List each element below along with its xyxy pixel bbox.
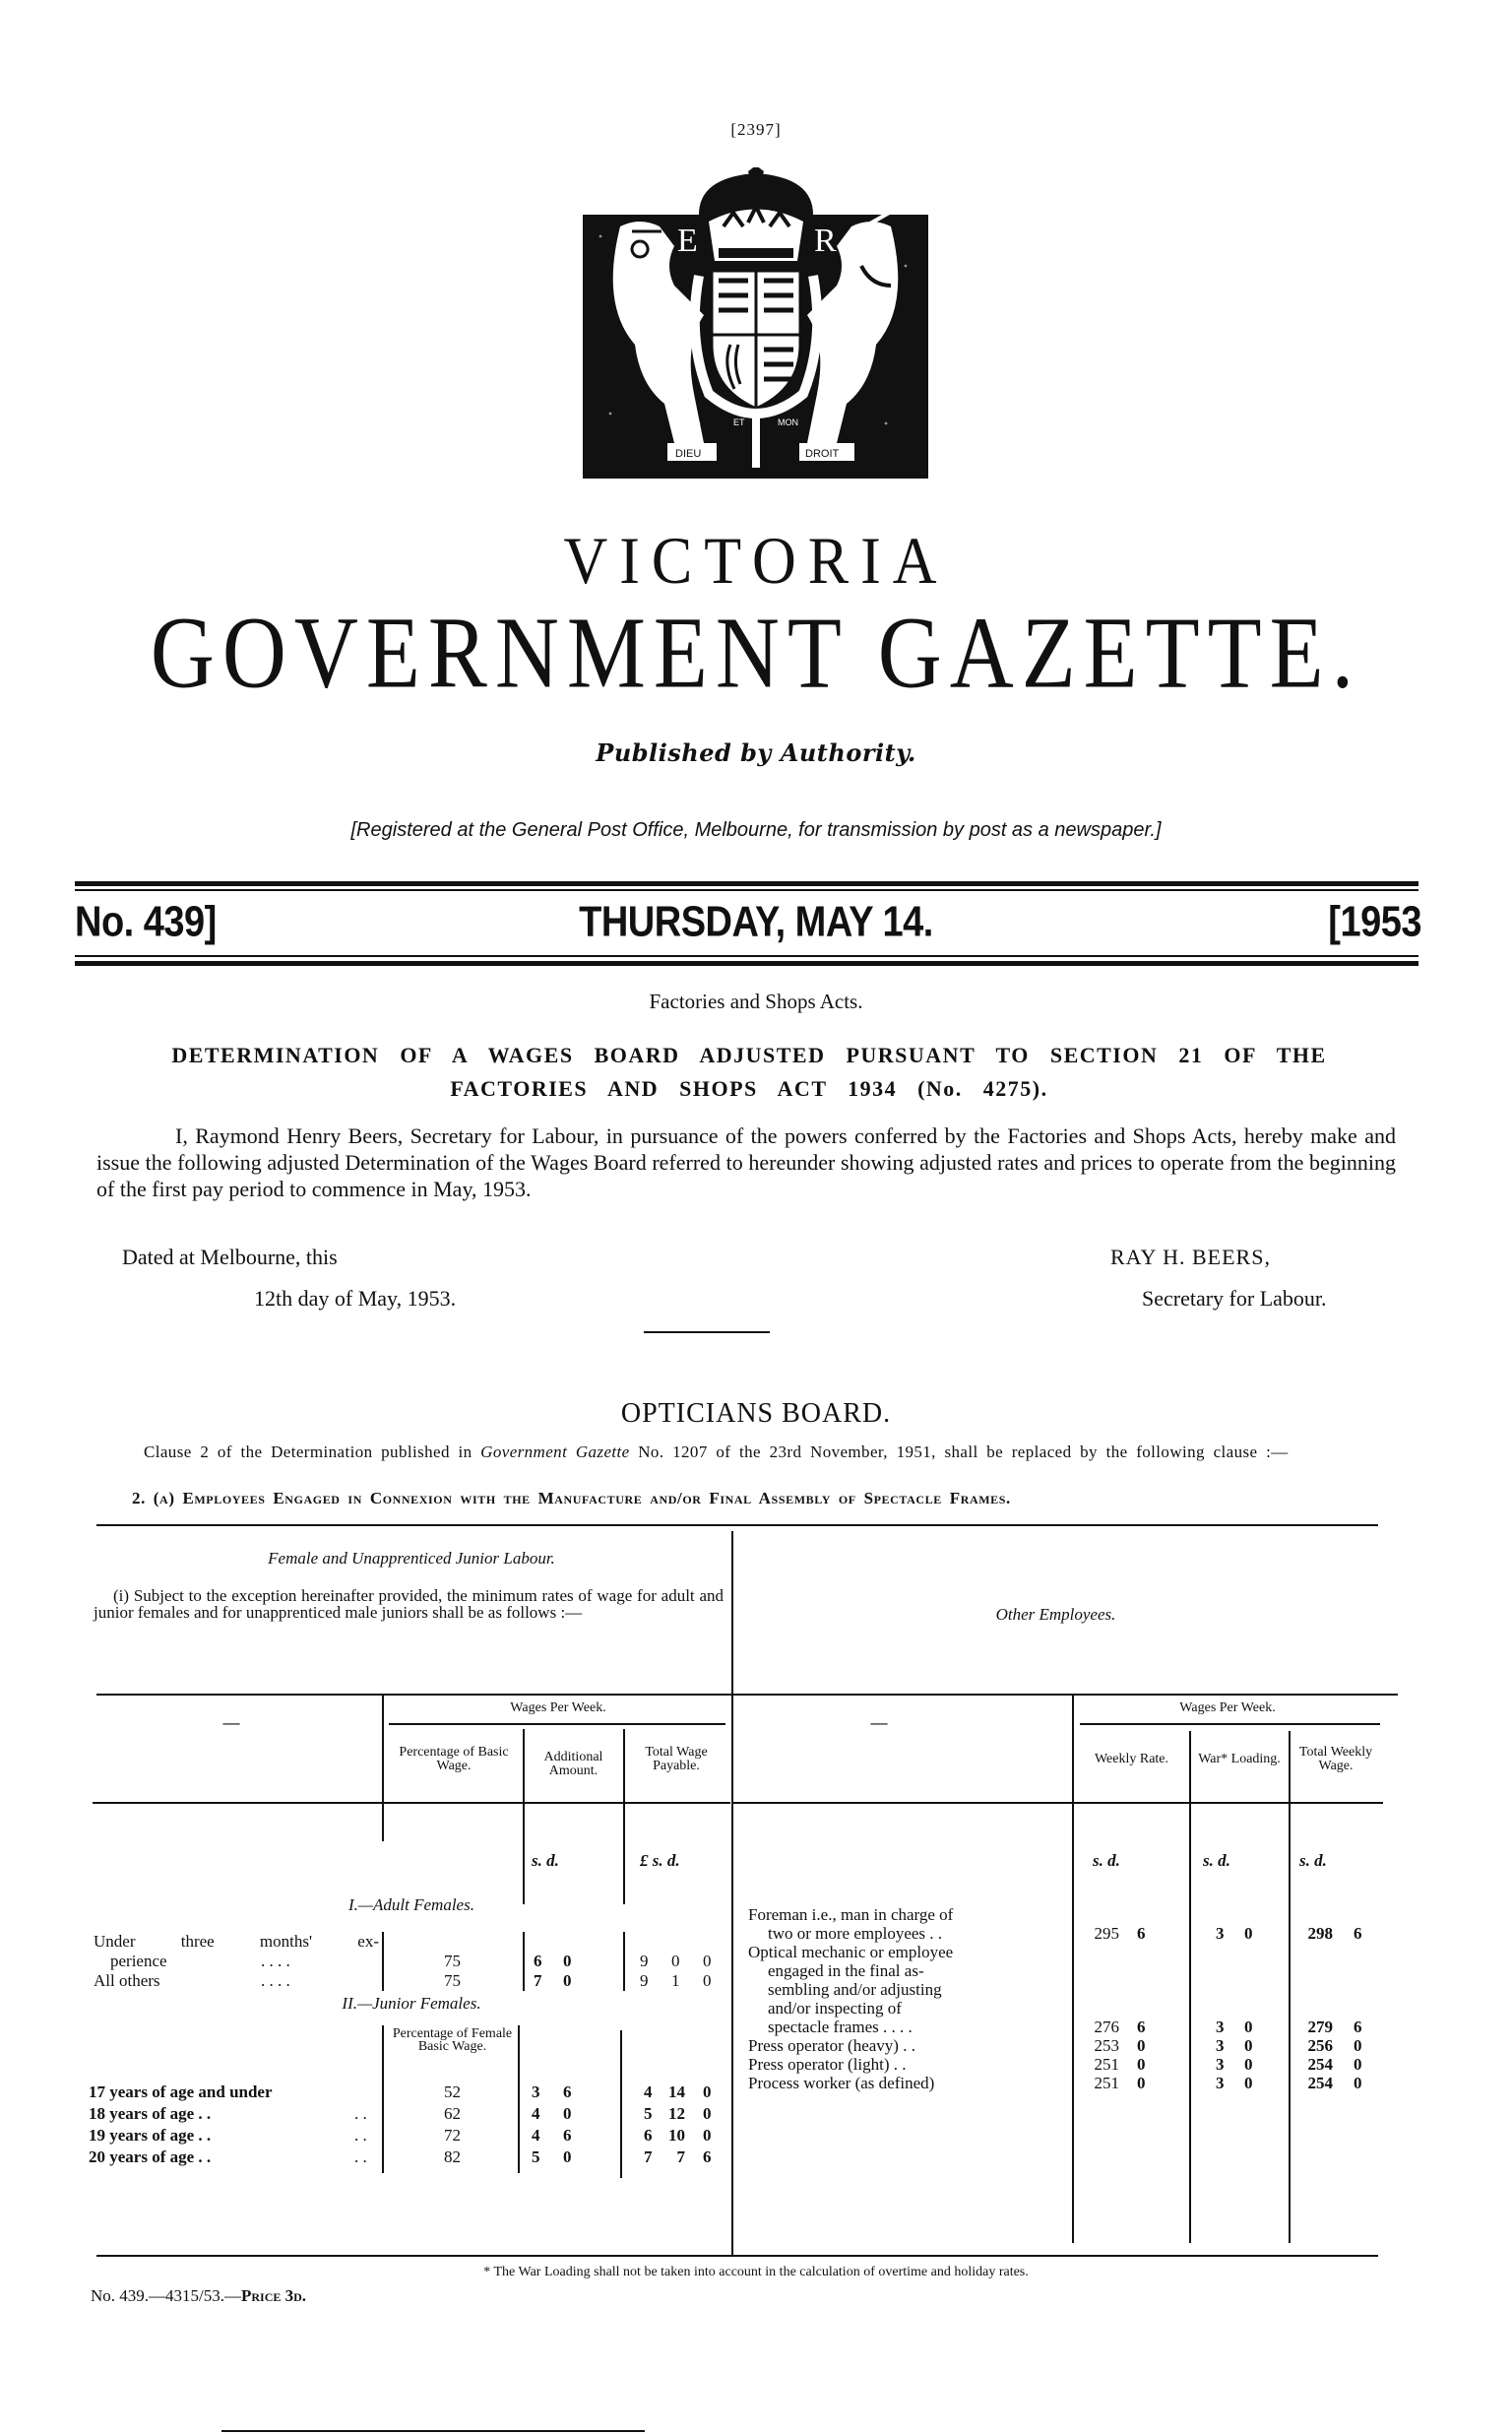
left-header-bottom-rule [93, 1802, 730, 1804]
right-col-divider [1072, 1696, 1074, 1745]
left-col-header-total: Total Wage Payable. [645, 1745, 708, 1773]
war-loading-s: 3 [1216, 1924, 1225, 1943]
war-loading-d: 0 [1244, 2036, 1253, 2055]
other-employee-label: sembling and/or adjusting [768, 1980, 942, 1999]
total-weekly-s: 254 [1307, 2074, 1333, 2092]
total-weekly-s: 254 [1307, 2055, 1333, 2074]
junior-row-label: 17 years of age and under [89, 2083, 273, 2101]
junior-tot-d: 0 [703, 2104, 712, 2123]
clause-heading: 2. (a) Employees Engaged in Connexion with the Manufacture and/or Final Assembly of Spectacle Frames. [132, 1489, 1011, 1507]
right-col-divider [1072, 1745, 1074, 1755]
weekly-rate-d: 0 [1137, 2055, 1146, 2074]
state-name: VICTORIA [563, 524, 949, 599]
clause-text: Clause 2 of the Determination published in [144, 1442, 481, 1461]
junior-pct: 82 [444, 2147, 461, 2166]
signatory-title: Secretary for Labour. [1142, 1286, 1327, 1311]
right-col-divider [1072, 1755, 1074, 2243]
clause-paragraph [85, 1442, 1443, 1461]
war-loading-d: 0 [1244, 2018, 1253, 2036]
war-loading-s: 3 [1216, 2055, 1225, 2074]
adult-pct: 75 [444, 1952, 461, 1970]
adult-add-d: 0 [563, 1952, 572, 1970]
leader-dots: . . . . [261, 1971, 290, 1990]
left-group-rule [389, 1723, 725, 1725]
issue-number: No. 439] [75, 898, 217, 947]
leader-dots: . . [354, 2104, 367, 2123]
junior-col-divider [382, 2025, 384, 2173]
junior-col-divider [620, 2030, 622, 2178]
crest-letter-r: R [814, 223, 837, 259]
left-col-divider [382, 1696, 384, 1841]
price: Price 3d. [241, 2286, 307, 2305]
war-loading-d: 0 [1244, 1924, 1253, 1943]
board-title: OPTICIANS BOARD. [620, 1398, 892, 1429]
junior-row-label: 18 years of age . . [89, 2104, 212, 2123]
left-unit-additional: s. d. [532, 1851, 559, 1870]
weekly-rate-s: 251 [1094, 2074, 1119, 2092]
other-employee-label: engaged in the final as- [768, 1961, 924, 1980]
table-bottom-rule [96, 2255, 1378, 2257]
adult-add-d: 0 [563, 1971, 572, 1990]
adult-col-divider [623, 1932, 625, 1991]
junior-add-d: 6 [563, 2126, 572, 2145]
right-group-header: Wages Per Week. [1179, 1700, 1276, 1715]
right-col-header-weekly-rate: Weekly Rate. [1094, 1752, 1169, 1766]
war-loading-d: 0 [1244, 2074, 1253, 2092]
dated-day: 12th day of May, 1953. [254, 1286, 457, 1311]
left-col-header-pct: Percentage of Basic Wage. [399, 1745, 509, 1773]
war-loading-s: 3 [1216, 2074, 1225, 2092]
weekly-rate-s: 295 [1094, 1924, 1119, 1943]
masthead-rule-thick [75, 881, 1418, 886]
junior-tot-s: 7 [676, 2147, 685, 2166]
junior-row-label: 20 years of age . . [89, 2147, 212, 2166]
junior-pct: 62 [444, 2104, 461, 2123]
heading-line-2: FACTORIES AND SHOPS ACT 1934 (No. 4275). [450, 1076, 1048, 1101]
signatory-name: RAY H. BEERS, [1110, 1245, 1271, 1269]
total-weekly-s: 279 [1307, 2018, 1333, 2036]
right-dash: — [870, 1713, 888, 1732]
other-employee-label: two or more employees . . [768, 1924, 943, 1943]
adult-tot-d: 0 [703, 1952, 712, 1970]
total-weekly-s: 256 [1307, 2036, 1333, 2055]
right-unit-war: s. d. [1203, 1851, 1230, 1870]
total-weekly-d: 0 [1354, 2074, 1362, 2092]
left-group-header: Wages Per Week. [510, 1700, 606, 1715]
war-loading-s: 3 [1216, 2018, 1225, 2036]
adult-tot-d: 0 [703, 1971, 712, 1990]
right-col-header-war-loading: War* Loading. [1198, 1752, 1281, 1766]
junior-tot-s: 10 [668, 2126, 685, 2145]
print-reference [91, 2286, 306, 2306]
left-unit-total: £ s. d. [640, 1851, 680, 1870]
other-employee-label: Process worker (as defined) [748, 2074, 935, 2092]
adult-add-s: 6 [534, 1952, 542, 1970]
junior-tot-s: 14 [668, 2083, 685, 2101]
junior-tot-s: 12 [668, 2104, 685, 2123]
clause-gazette-ref: Government Gazette [480, 1442, 630, 1461]
junior-add-d: 0 [563, 2147, 572, 2166]
junior-add-s: 4 [532, 2126, 540, 2145]
junior-add-d: 0 [563, 2104, 572, 2123]
other-employee-label: Foreman i.e., man in charge of [748, 1905, 954, 1924]
adult-tot-s: 0 [671, 1952, 680, 1970]
leader-dots: . . [354, 2126, 367, 2145]
war-loading-footnote: * The War Loading shall not be taken into account in the calculation of overtime and holiday rates. [483, 2265, 1029, 2279]
table-top-rule [96, 1524, 1378, 1526]
heading-line-1: DETERMINATION OF A WAGES BOARD ADJUSTED PURSUANT TO SECTION 21 OF THE [171, 1043, 1327, 1067]
right-unit-weekly: s. d. [1093, 1851, 1120, 1870]
acts-title: Factories and Shops Acts. [649, 990, 863, 1013]
total-weekly-s: 298 [1307, 1924, 1333, 1943]
center-col-divider [731, 1696, 733, 2255]
junior-tot-d: 6 [703, 2147, 712, 2166]
war-loading-s: 3 [1216, 2036, 1225, 2055]
determination-heading [75, 1039, 1423, 1106]
adult-row-label: All others [94, 1971, 160, 1990]
total-weekly-d: 0 [1354, 2055, 1362, 2074]
other-employee-label: Press operator (heavy) . . [748, 2036, 915, 2055]
weekly-rate-s: 253 [1094, 2036, 1119, 2055]
junior-tot-l: 7 [644, 2147, 653, 2166]
total-weekly-d: 6 [1354, 2018, 1362, 2036]
right-col-divider [1189, 1731, 1191, 2243]
adult-tot-l: 9 [640, 1971, 649, 1990]
crest-motto-dieu: DIEU [675, 448, 702, 460]
other-employee-label: spectacle frames . . . . [768, 2018, 913, 2036]
issue-year: [1953 [1328, 898, 1421, 947]
published-by-authority: Published by Authority. [596, 738, 916, 767]
junior-pct: 72 [444, 2126, 461, 2145]
weekly-rate-d: 0 [1137, 2036, 1146, 2055]
left-dash: — [222, 1713, 240, 1732]
adult-col-divider [382, 1932, 384, 1991]
masthead-rule-thin [75, 889, 1418, 891]
royal-coat-of-arms-icon [581, 167, 930, 481]
leader-dots: . . . . [261, 1952, 290, 1970]
registration-note: [Registered at the General Post Office, Melbourne, for transmission by post as a newspaper.] [350, 819, 1162, 841]
left-section-intro: (i) Subject to the exception hereinafter provided, the minimum rates of wage for adult and junior females and for unapprenticed male juniors shall be as follows :— [94, 1586, 724, 1622]
junior-tot-d: 0 [703, 2083, 712, 2101]
adult-tot-l: 9 [640, 1952, 649, 1970]
clause-text: No. 1207 of the 23rd November, 1951, shall be replaced by the following clause :— [629, 1442, 1289, 1461]
right-col-divider [1289, 1731, 1291, 2243]
weekly-rate-d: 0 [1137, 2074, 1146, 2092]
right-col-header-total-weekly: Total Weekly Wage. [1298, 1745, 1373, 1773]
crest-motto-et: ET [733, 417, 745, 427]
right-unit-total: s. d. [1299, 1851, 1327, 1870]
junior-pct: 52 [444, 2083, 461, 2101]
weekly-rate-s: 276 [1094, 2018, 1119, 2036]
junior-tot-l: 6 [644, 2126, 653, 2145]
total-weekly-d: 6 [1354, 1924, 1362, 1943]
junior-pct-header: Percentage of Female Basic Wage. [392, 2026, 513, 2054]
war-loading-d: 0 [1244, 2055, 1253, 2074]
total-weekly-d: 0 [1354, 2036, 1362, 2055]
junior-tot-l: 5 [644, 2104, 653, 2123]
determination-intro: I, Raymond Henry Beers, Secretary for Labour, in pursuance of the powers conferred by the Factories and Shops Acts, hereby make and issue the following adjusted Determination of the Wages Board referred to hereunder showing adjusted rates and prices to operate from the beginning of the first pay period to commence in May, 1953. [96, 1123, 1396, 1201]
junior-add-s: 3 [532, 2083, 540, 2101]
scan-edge-line [221, 2430, 645, 2432]
other-employee-label: Optical mechanic or employee [748, 1943, 954, 1961]
section-divider [644, 1331, 770, 1333]
right-group-rule [1080, 1723, 1380, 1725]
other-employee-label: and/or inspecting of [768, 1999, 902, 2018]
crest-motto-droit: DROIT [805, 448, 840, 460]
junior-add-s: 5 [532, 2147, 540, 2166]
crest-letter-e: E [677, 223, 698, 259]
weekly-rate-d: 6 [1137, 1924, 1146, 1943]
weekly-rate-d: 6 [1137, 2018, 1146, 2036]
junior-add-s: 4 [532, 2104, 540, 2123]
masthead-rule-thin [75, 955, 1418, 957]
junior-females-title: II.—Junior Females. [342, 1994, 481, 2013]
print-ref-number: No. 439.—4315/53.— [91, 2286, 241, 2305]
masthead-rule-thick [75, 961, 1418, 966]
leader-dots: . . [354, 2147, 367, 2166]
junior-add-d: 6 [563, 2083, 572, 2101]
adult-row-label-cont: perience [110, 1952, 167, 1970]
issue-date: THURSDAY, MAY 14. [579, 898, 933, 947]
junior-tot-d: 0 [703, 2126, 712, 2145]
adult-col-divider [523, 1932, 525, 1991]
publication-title: GOVERNMENT GAZETTE. [150, 597, 1362, 710]
right-header-bottom-rule [733, 1802, 1383, 1804]
table-header-rule [96, 1694, 1398, 1696]
adult-row-label: Under three months' ex- [94, 1932, 379, 1951]
right-section-title: Other Employees. [995, 1605, 1116, 1624]
left-section-title: Female and Unapprenticed Junior Labour. [268, 1549, 555, 1568]
left-col-header-additional: Additional Amount. [543, 1750, 603, 1778]
crest-motto-mon: MON [778, 417, 798, 427]
junior-row-label: 19 years of age . . [89, 2126, 212, 2145]
other-employee-label: Press operator (light) . . [748, 2055, 907, 2074]
adult-add-s: 7 [534, 1971, 542, 1990]
adult-pct: 75 [444, 1971, 461, 1990]
junior-tot-l: 4 [644, 2083, 653, 2101]
page-number: [2397] [730, 120, 782, 139]
adult-tot-s: 1 [671, 1971, 680, 1990]
dated-place: Dated at Melbourne, this [122, 1245, 338, 1269]
weekly-rate-s: 251 [1094, 2055, 1119, 2074]
adult-females-title: I.—Adult Females. [348, 1895, 474, 1914]
